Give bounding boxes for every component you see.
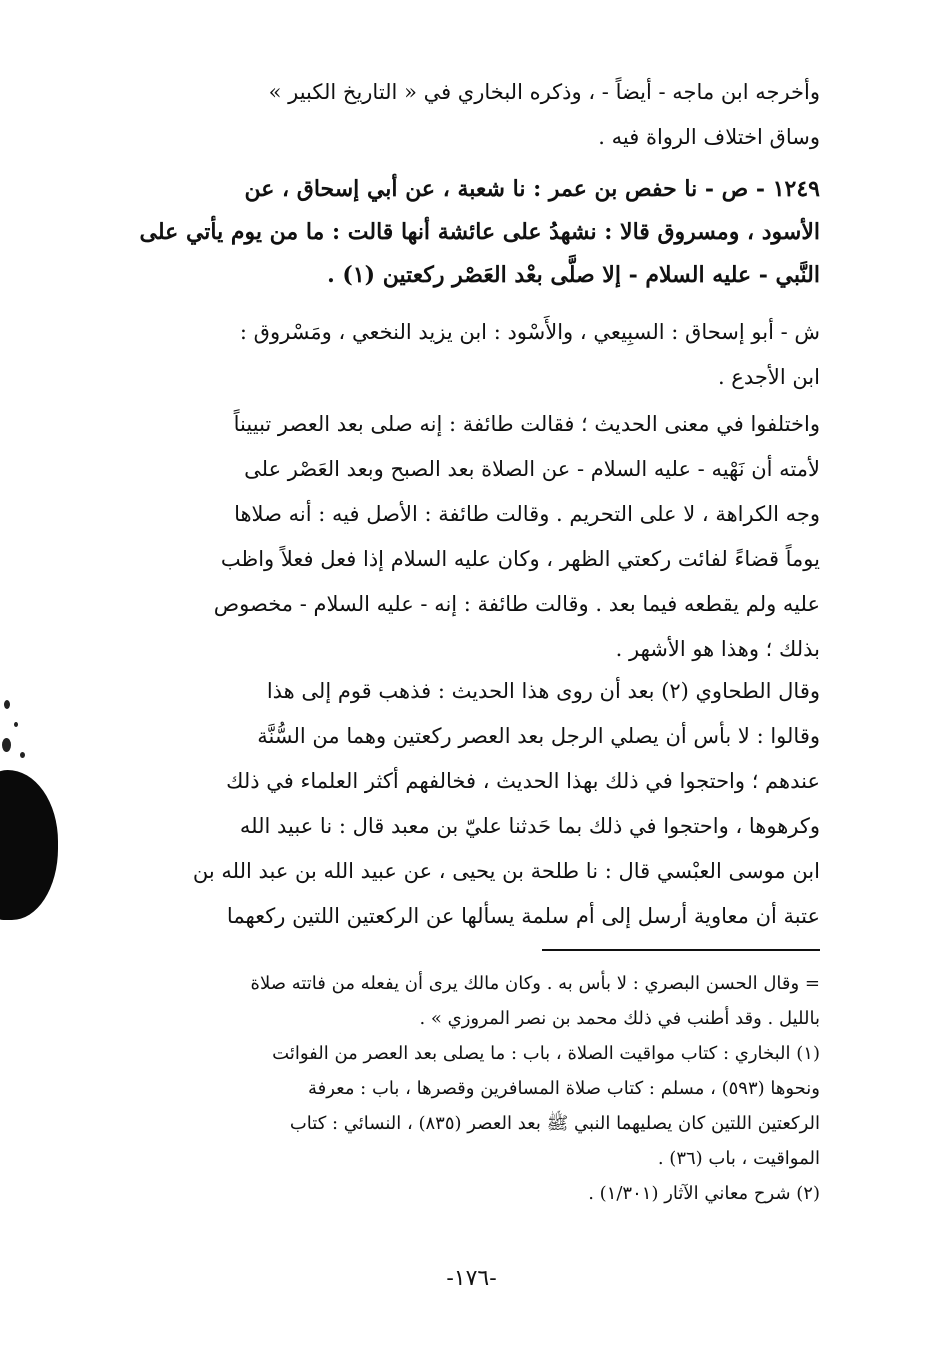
text-line: وقال الطحاوي (٢) بعد أن روى هذا الحديث : فذهب قوم إلى هذا — [266, 679, 820, 703]
scan-ink-blot — [0, 770, 58, 920]
footnote-line: بالليل . وقد أطنب في ذلك محمد بن نصر المروزي » . — [419, 1008, 820, 1029]
text-line: وكرهوها ، واحتجوا في ذلك بما حَدثنا عليّ بن معبد قال : نا عبيد الله — [239, 814, 820, 838]
text-line: وجه الكراهة ، لا على التحريم . وقالت طائفة : الأصل فيه : أنه صلاها — [234, 502, 820, 526]
footnote-line: ونحوها (٥٩٣) ، مسلم : كتاب صلاة المسافرين وقصرها ، باب : معرفة — [307, 1078, 820, 1099]
hadith-line: النَّبي - عليه السلام - إلا صلَّى بعْد العَصْر ركعتين (١) . — [327, 262, 820, 288]
footnote-line: (٢) شرح معاني الآثار (١/٣٠١) . — [588, 1183, 820, 1204]
page-number: -١٧٦- — [446, 1266, 497, 1291]
text-line: وأخرجه ابن ماجه - أيضاً - ، وذكره البخاري في « التاريخ الكبير » — [268, 80, 820, 104]
text-line: يوماً قضاءً لفائت ركعتي الظهر ، وكان عليه السلام إذا فعل فعلاً واظب — [220, 547, 820, 571]
text-line: ش - أبو إسحاق : السبِيعي ، والأَسْود : ابن يزيد النخعي ، ومَسْروق : — [239, 320, 820, 344]
text-line: عليه ولم يقطعه فيما بعد . وقالت طائفة : إنه - عليه السلام - مخصوص — [213, 592, 820, 616]
text-line: بذلك ؛ وهذا هو الأشهر . — [615, 637, 820, 661]
scan-speck — [2, 738, 11, 752]
commentary-disagreement — [132, 402, 820, 672]
text-line: واختلفوا في معنى الحديث ؛ فقالت طائفة : إنه صلى بعد العصر تبييناً — [233, 412, 820, 436]
footnotes — [132, 966, 820, 1211]
text-line: عتبة أن معاوية أرسل إلى أم سلمة يسألها عن الركعتين اللتين ركعهما — [226, 904, 820, 928]
text-line: لأمته أن نَهْيه - عليه السلام - عن الصلاة بعد الصبح وبعد العَصْر على — [244, 457, 820, 481]
text-line: ابن موسى العبْسي قال : نا طلحة بن يحيى ، عن عبيد الله بن عبد الله بن — [192, 859, 820, 883]
footnote-line: المواقيت ، باب (٣٦) . — [657, 1148, 820, 1169]
scan-speck — [14, 722, 18, 727]
footnote-line: الركعتين اللتين كان يصليهما النبي ﷺ بعد العصر (٨٣٥) ، النسائي : كتاب — [289, 1113, 820, 1134]
hadith-line: الأسود ، ومسروق قالا : نشهدُ على عائشة أنها قالت : ما من يوم يأتي على — [139, 219, 820, 245]
hadith-line: ١٢٤٩ - ص - نا حفص بن عمر : نا شعبة ، عن أبي إسحاق ، عن — [244, 176, 820, 202]
text-line: وقالوا : لا بأس أن يصلي الرجل بعد العصر ركعتين وهما من السُّنَّة — [257, 724, 820, 748]
text-line: وساق اختلاف الرواة فيه . — [598, 125, 820, 149]
paragraph-continuation — [132, 70, 820, 160]
footnote-separator — [542, 949, 820, 951]
text-line: عندهم ؛ واحتجوا في ذلك بهذا الحديث ، فخالفهم أكثر العلماء في ذلك — [226, 769, 820, 793]
text-line: ابن الأجدع . — [717, 365, 820, 389]
footnote-line: (١) البخاري : كتاب مواقيت الصلاة ، باب : ما يصلى بعد العصر من الفوائت — [272, 1043, 820, 1064]
commentary-tahawi — [132, 669, 820, 939]
commentary-narrators — [132, 310, 820, 400]
hadith-1249 — [132, 168, 820, 297]
scan-speck — [20, 752, 25, 758]
footnote-line: = وقال الحسن البصري : لا بأس به . وكان مالك يرى أن يفعله من فاتته صلاة — [250, 973, 820, 994]
scan-speck — [4, 700, 10, 709]
